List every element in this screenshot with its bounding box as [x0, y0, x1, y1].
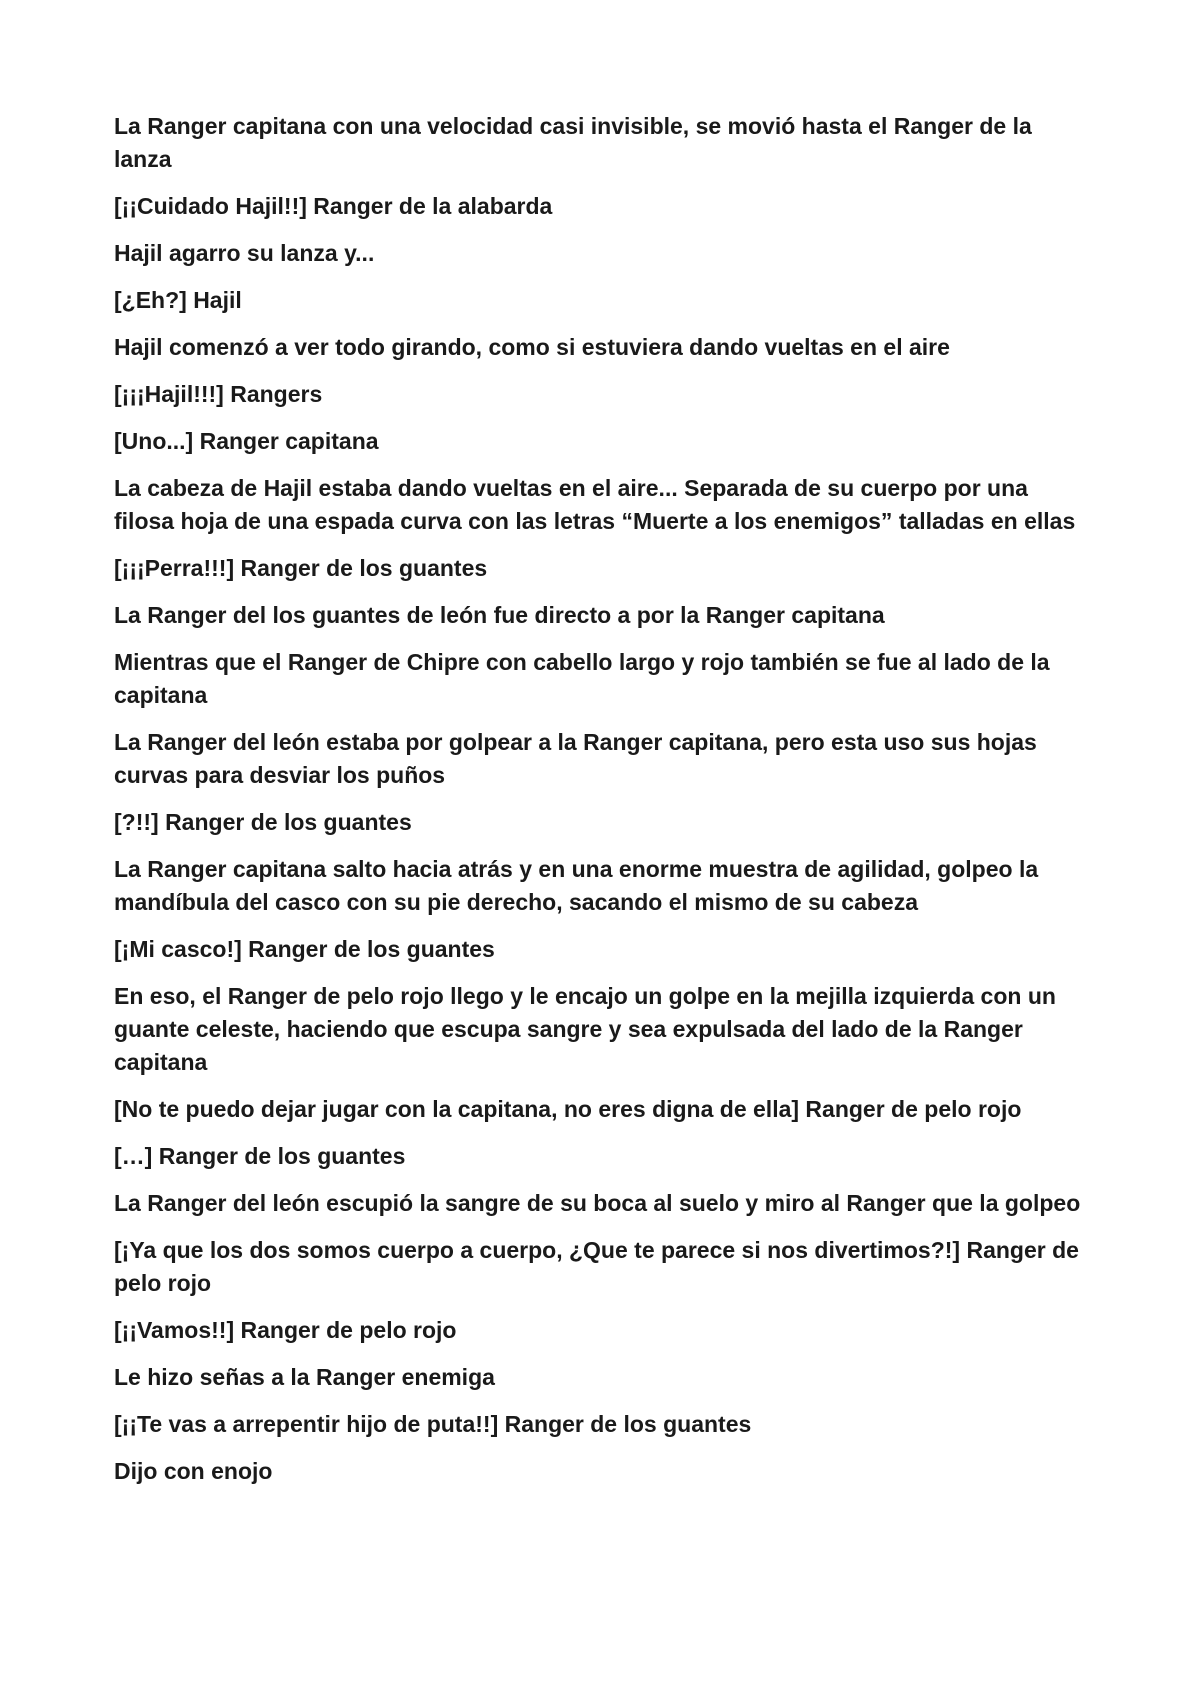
paragraph: La Ranger del los guantes de león fue directo a por la Ranger capitana: [114, 602, 885, 628]
paragraph: [¡¡¡Hajil!!!] Rangers: [114, 381, 323, 407]
paragraph: [?!!] Ranger de los guantes: [114, 809, 412, 835]
paragraph: La cabeza de Hajil estaba dando vueltas en el aire... Separada de su cuerpo por una filosa hoja de una espada curva con las letras “Muerte a los enemigos” talladas en ellas: [114, 475, 1076, 534]
paragraph: [¡¡¡Perra!!!] Ranger de los guantes: [114, 555, 488, 581]
paragraph: La Ranger capitana con una velocidad casi invisible, se movió hasta el Ranger de la lanza: [114, 113, 1032, 172]
paragraph: En eso, el Ranger de pelo rojo llego y le encajo un golpe en la mejilla izquierda con un guante celeste, haciendo que escupa sangre y sea expulsada del lado de la Ranger capitana: [114, 983, 1056, 1075]
paragraph: [¡¡Te vas a arrepentir hijo de puta!!] Ranger de los guantes: [114, 1411, 752, 1437]
paragraph: Hajil comenzó a ver todo girando, como si estuviera dando vueltas en el aire: [114, 334, 950, 360]
paragraph: [¡¡Cuidado Hajil!!] Ranger de la alabarda: [114, 193, 553, 219]
paragraph: [¡Ya que los dos somos cuerpo a cuerpo, ¿Que te parece si nos divertimos?!] Ranger de pelo rojo: [114, 1237, 1079, 1296]
document-body: [114, 110, 1084, 1502]
paragraph: La Ranger capitana salto hacia atrás y en una enorme muestra de agilidad, golpeo la mandíbula del casco con su pie derecho, sacando el mismo de su cabeza: [114, 856, 1039, 915]
paragraph: Le hizo señas a la Ranger enemiga: [114, 1364, 495, 1390]
paragraph: Mientras que el Ranger de Chipre con cabello largo y rojo también se fue al lado de la capitana: [114, 649, 1050, 708]
paragraph: Dijo con enojo: [114, 1458, 273, 1484]
paragraph: La Ranger del león estaba por golpear a la Ranger capitana, pero esta uso sus hojas curvas para desviar los puños: [114, 729, 1037, 788]
paragraph: [¡¡Vamos!!] Ranger de pelo rojo: [114, 1317, 457, 1343]
paragraph: […] Ranger de los guantes: [114, 1143, 406, 1169]
paragraph: La Ranger del león escupió la sangre de su boca al suelo y miro al Ranger que la golpeo: [114, 1190, 1081, 1216]
paragraph: [¡Mi casco!] Ranger de los guantes: [114, 936, 495, 962]
paragraph: Hajil agarro su lanza y...: [114, 240, 375, 266]
paragraph: [No te puedo dejar jugar con la capitana, no eres digna de ella] Ranger de pelo rojo: [114, 1096, 1022, 1122]
paragraph: [Uno...] Ranger capitana: [114, 428, 379, 454]
paragraph: [¿Eh?] Hajil: [114, 287, 242, 313]
